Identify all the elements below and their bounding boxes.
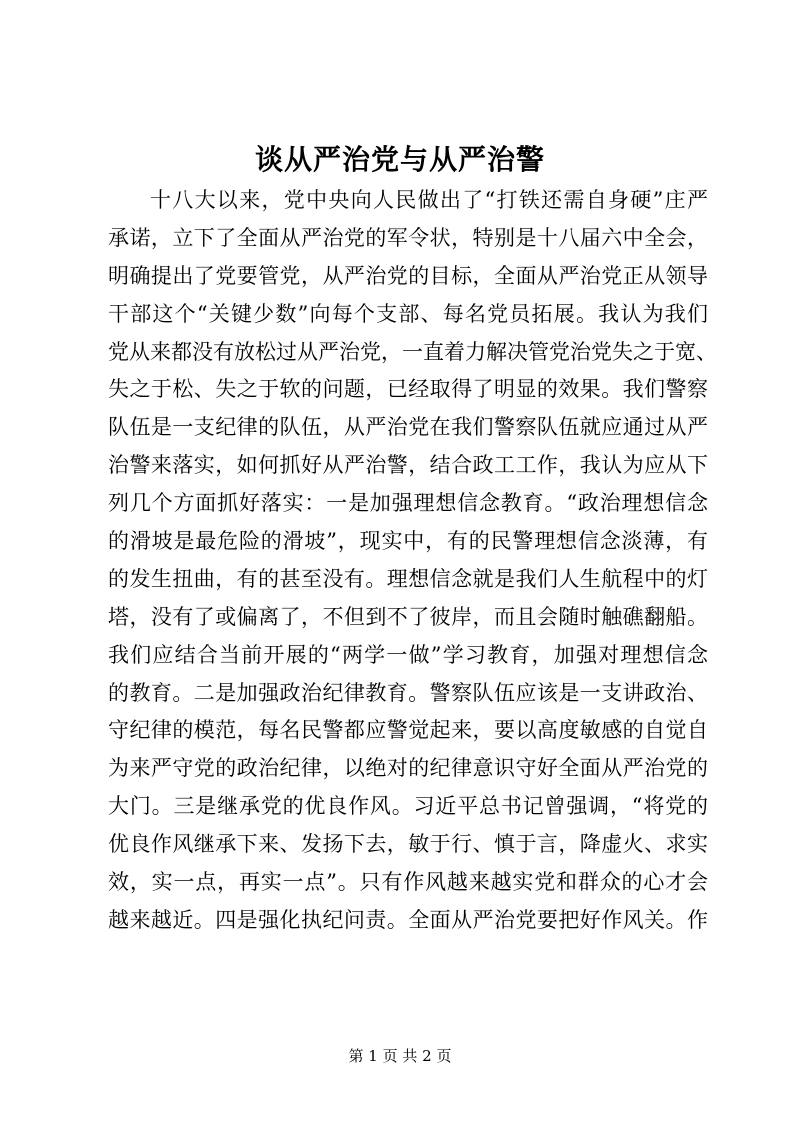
- paragraph-line: 大门。三是继承党的优良作风。习近平总书记曾强调，“将党的: [108, 794, 708, 819]
- paragraph-line: 党从来都没有放松过从严治党，一直着力解决管党治党失之于宽、: [108, 339, 717, 364]
- paragraph-line: 十八大以来，党中央向人民做出了“打铁还需自身硬”庄严: [150, 188, 708, 212]
- body-paragraph: [108, 182, 717, 940]
- paragraph-line: 效，实一点，再实一点”。只有作风越来越实党和群众的心才会: [108, 870, 708, 895]
- paragraph-line: 为来严守党的政治纪律，以绝对的纪律意识守好全面从严治党的: [108, 756, 708, 781]
- page-footer: [0, 1046, 800, 1066]
- paragraph-line: 明确提出了党要管党，从严治党的目标，全面从严治党正从领导: [108, 263, 708, 288]
- paragraph-line: 干部这个“关键少数”向每个支部、每名党员拓展。我认为我们: [108, 301, 708, 326]
- paragraph-line: 失之于松、失之于软的问题，已经取得了明显的效果。我们警察: [108, 377, 708, 402]
- paragraph-line: 守纪律的模范，每名民警都应警觉起来，要以高度敏感的自觉自: [108, 718, 708, 743]
- paragraph-line: 优良作风继承下来、发扬下去，敏于行、慎于言，降虚火、求实: [108, 832, 708, 857]
- paragraph-line: 的教育。二是加强政治纪律教育。警察队伍应该是一支讲政治、: [108, 680, 708, 705]
- paragraph-line: 承诺，立下了全面从严治党的军令状，特别是十八届六中全会，: [108, 225, 708, 250]
- paragraph-line: 队伍是一支纪律的队伍，从严治党在我们警察队伍就应通过从严: [108, 415, 708, 440]
- paragraph-line: 塔，没有了或偏离了，不但到不了彼岸，而且会随时触礁翻船。: [108, 604, 708, 629]
- page-number: 第 1 页 共 2 页: [348, 1047, 452, 1065]
- paragraph-line: 治警来落实，如何抓好从严治警，结合政工工作，我认为应从下: [108, 453, 708, 478]
- paragraph-line: 列几个方面抓好落实：一是加强理想信念教育。“政治理想信念: [108, 491, 708, 516]
- paragraph-line: 越来越近。四是强化执纪问责。全面从严治党要把好作风关。作: [108, 907, 708, 932]
- document-title: 谈从严治党与从严治警: [254, 143, 545, 176]
- paragraph-line: 的发生扭曲，有的甚至没有。理想信念就是我们人生航程中的灯: [108, 566, 708, 591]
- paragraph-line: 我们应结合当前开展的“两学一做”学习教育，加强对理想信念: [108, 642, 708, 667]
- paragraph-line: 的滑坡是最危险的滑坡”，现实中，有的民警理想信念淡薄，有: [108, 529, 708, 554]
